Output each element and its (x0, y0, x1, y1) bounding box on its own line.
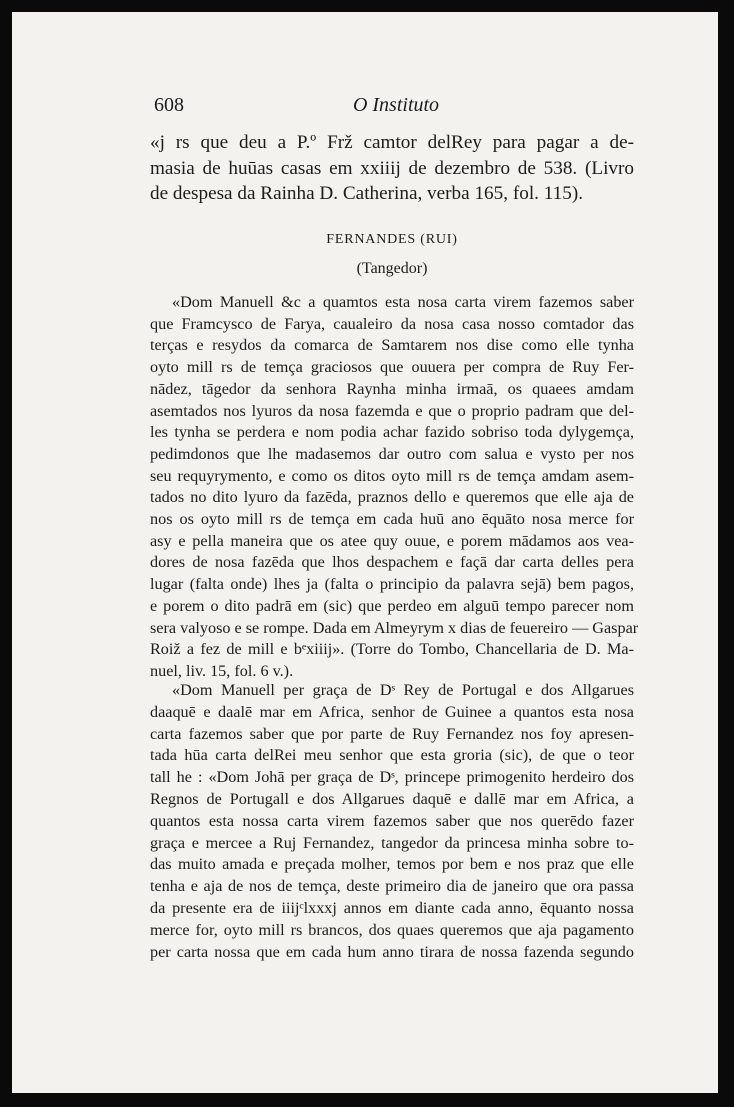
running-title: O Instituto (352, 94, 440, 116)
text-line: das muito amada e preçada molher, temos por bem e nos praz que elle (150, 855, 634, 874)
text-line: graça e mercee a Ruj Fernandez, tangedor da princesa minha sobre to- (150, 833, 634, 852)
text-line: terças e resydos da comarca de Samtarem nos dise como elle tynha (150, 336, 634, 355)
text-line: dores de nosa fazēda que lhos despachem e façā dar carta delles pera (150, 553, 634, 572)
text-line: asemtados nos lyuros da nosa fazemda e que o proprio padram que del- (150, 401, 634, 420)
text-line: tall he : «Dom Johā per graça de Dˢ, princepe primogenito herdeiro dos (150, 768, 634, 787)
text-line: quantos esta nossa carta virem fazemos saber que nos querēdo fazer (150, 811, 634, 830)
text-line: tenha e aja de nos de temça, deste primeiro dia de janeiro que ora passa (150, 877, 634, 896)
intro-paragraph (150, 130, 634, 207)
document-1-paragraph (150, 292, 639, 683)
text-line: nos os oyto mill rs de temça em cada huū ano ēquāto nosa merce for (150, 510, 634, 529)
text-line: les tynha se perdera e nom podia achar fazido sobriso toda dylygemça, (150, 423, 634, 442)
text-line: Roiž a fez de mill e bᵉxiiij». (Torre do Tombo, Chancellaria de D. Ma- (150, 640, 634, 659)
text-line: sera valyoso e se rompe. Dada em Almeyrym x dias de feuereiro — Gaspar (150, 618, 639, 637)
page-header (154, 88, 638, 118)
text-line: pedimdonos que lhe madasemos dar outro com salua e vysto per nos (150, 444, 634, 463)
text-line: nādez, tāgedor da senhora Raynha minha irmaā, os quaees amdam (150, 379, 634, 398)
text-line: oyto mill rs de temça graciosos que ouuera per compra de Ruy Fer- (150, 358, 634, 377)
text-line: seu requyrymento, e como os ditos oyto mill rs de temça amdam asem- (150, 466, 634, 485)
text-line: «j rs que deu a P.º Frž camtor delRey para pagar a de- (150, 132, 634, 153)
document-2-paragraph (150, 680, 634, 963)
text-line: tados no dito lyuro da fazēda, praznos dello e queremos que elle aja de (150, 488, 634, 507)
book-page (12, 12, 718, 1093)
text-line: carta fazemos saber que por parte de Ruy Fernandez nos foy apresen- (150, 724, 634, 743)
text-line: daaquē e daalē mar em Africa, senhor de Guinee a quantos esta nosa (150, 702, 634, 721)
text-line: «Dom Manuell per graça de Dˢ Rey de Portugal e dos Allgarues (172, 681, 634, 699)
text-line: tada hūa carta delRei meu senhor que esta groria (sic), de que o teor (150, 746, 634, 765)
text-line: per carta nossa que em cada hum anno tirara de nossa fazenda segundo (150, 942, 634, 961)
section-subheading: (Tangedor) (356, 260, 428, 277)
text-line: «Dom Manuell &c a quamtos esta nosa carta virem fazemos saber (172, 293, 634, 311)
text-line: nuel, liv. 15, fol. 6 v.). (150, 661, 294, 680)
text-line: lugar (falta onde) lhes ja (falta o principio da palavra sejā) bem pagos, (150, 575, 634, 594)
page-number: 608 (154, 94, 184, 116)
text-line: da presente era de iiijᶜlxxxj annos em diante cada anno, ēquanto nossa (150, 898, 634, 917)
text-line: Regnos de Portugall e dos Allgarues daquē e dallē mar em Africa, a (150, 789, 634, 808)
text-line: merce for, oyto mill rs brancos, dos quaes queremos que aja pagamento (150, 920, 634, 939)
text-line: asy e pella maneira que os atee quy ouue, e porem mādamos aos vea- (150, 531, 634, 550)
text-line: de despesa da Rainha D. Catherina, verba 165, fol. 115). (150, 183, 584, 204)
text-line: e porem o dito padrā em (sic) que perdeo em alguū tempo parecer nom (150, 596, 634, 615)
section-heading: FERNANDES (RUI) (326, 232, 458, 247)
text-line: masia de huūas casas em xxiiij de dezembro de 538. (Livro (150, 157, 634, 179)
text-line: que Framcysco de Farya, caualeiro da nosa casa nosso comtador das (150, 314, 634, 333)
